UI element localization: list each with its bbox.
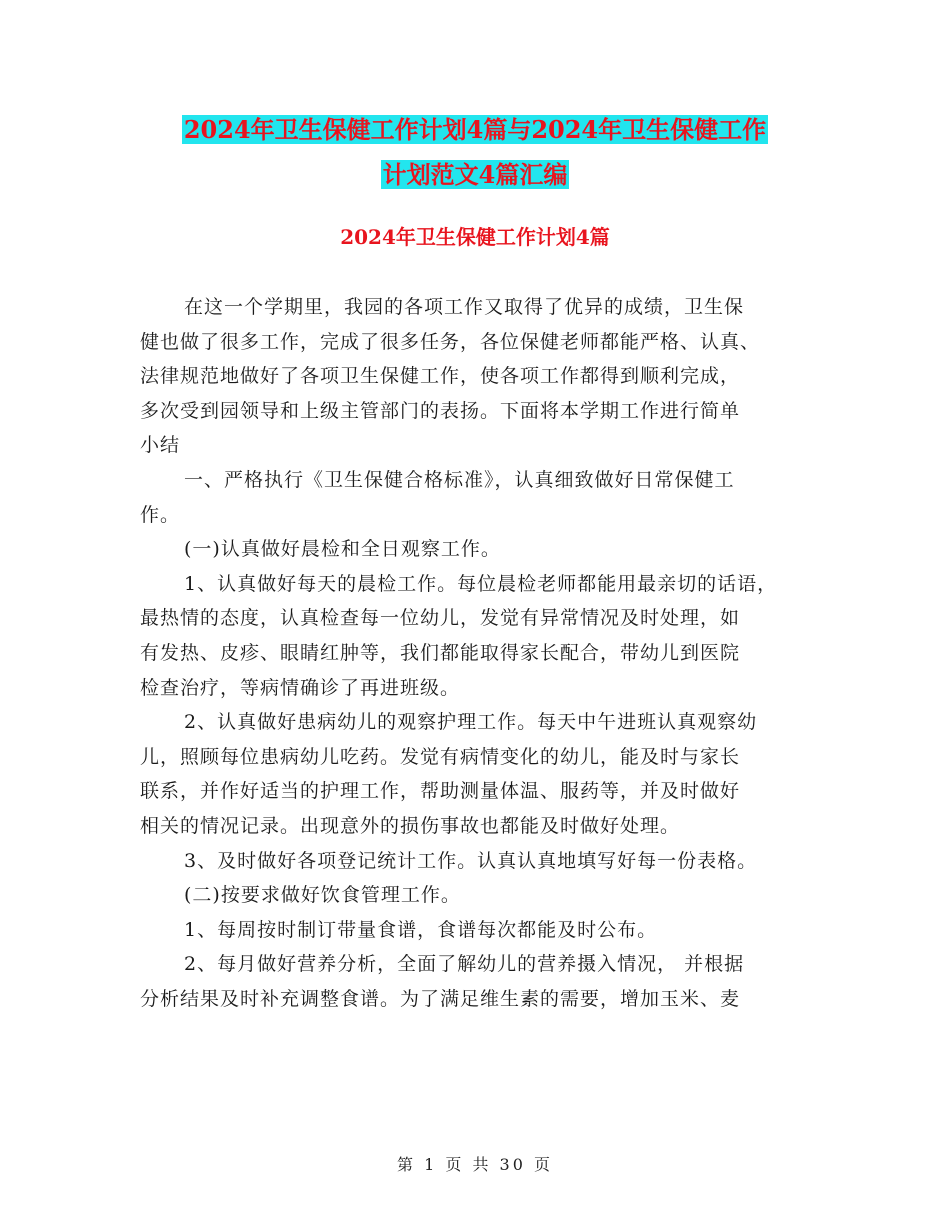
body-text-line: 在这一个学期里，我园的各项工作又取得了优异的成绩，卫生保 [184,296,745,318]
body-text-line: 联系，并作好适当的护理工作，帮助测量体温、服药等，并及时做好 [140,780,741,803]
document-title-text-1: 2024年卫生保健工作计划4篇与2024年卫生保健工作 [183,115,767,144]
body-text-line: 一、严格执行《卫生保健合格标准》，认真细致做好日常保健工 [184,468,735,491]
page-number-footer: 第 1 页 共 30 页 [397,1155,553,1174]
body-text-line: 2、认真做好患病幼儿的观察护理工作。每天中午进班认真观察幼 [184,711,758,734]
body-text-line: 健也做了很多工作，完成了很多任务，各位保健老师都能严格、认真、 [140,330,761,353]
body-text-line: 1、每周按时制订带量食谱，食谱每次都能及时公布。 [184,918,658,941]
document-title-line-1 [0,110,950,150]
document-title-text-2: 计划范文4篇汇编 [382,160,568,189]
body-text-line: 小结 [140,434,181,457]
body-text-line: 多次受到园领导和上级主管部门的表扬。下面将本学期工作进行简单 [140,399,741,422]
body-text-line: 作。 [140,503,181,526]
body-text-line: 法律规范地做好了各项卫生保健工作，使各项工作都得到顺利完成， [140,365,741,388]
body-text-line: 儿，照顾每位患病幼儿吃药。发觉有病情变化的幼儿，能及时与家长 [140,745,741,768]
body-text-line: 检查治疗，等病情确诊了再进班级。 [140,676,461,699]
document-body [140,290,810,1016]
body-text-line: 分析结果及时补充调整食谱。为了满足维生素的需要，增加玉米、麦 [140,987,741,1010]
section-heading: 2024年卫生保健工作计划4篇 [340,225,610,249]
body-text-line: 1、认真做好每天的晨检工作。每位晨检老师都能用最亲切的话语， [184,572,778,595]
document-title-line-2 [0,155,950,195]
body-text-line: 2、每月做好营养分析，全面了解幼儿的营养摄入情况， 并根据 [184,953,745,976]
body-text-line: 3、及时做好各项登记统计工作。认真认真地填写好每一份表格。 [184,849,758,872]
body-text-line: 有发热、皮疹、眼睛红肿等，我们都能取得家长配合，带幼儿到医院 [140,641,741,664]
body-text-line: (二)按要求做好饮食管理工作。 [184,884,461,907]
body-text-line: (一)认真做好晨检和全日观察工作。 [184,538,501,561]
body-text-line: 相关的情况记录。出现意外的损伤事故也都能及时做好处理。 [140,814,681,837]
body-text-line: 最热情的态度，认真检查每一位幼儿，发觉有异常情况及时处理，如 [140,607,741,630]
